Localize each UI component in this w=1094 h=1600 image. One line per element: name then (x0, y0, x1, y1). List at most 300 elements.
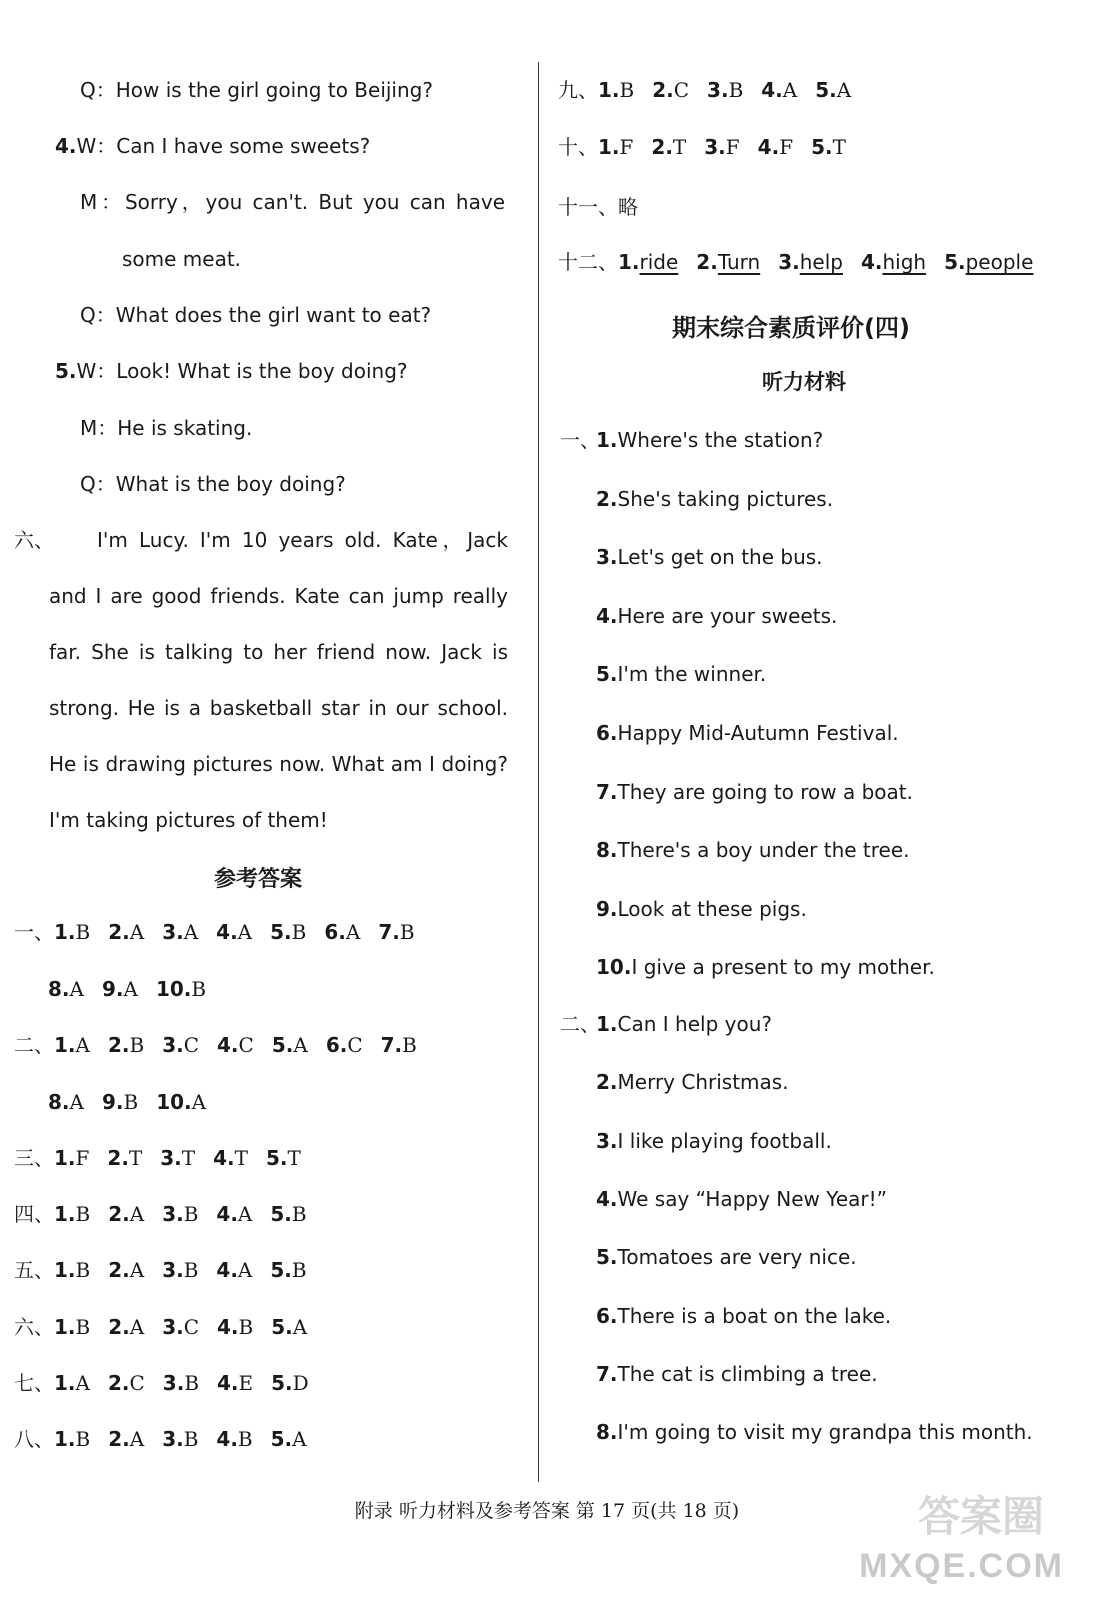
answer-item (270, 1256, 306, 1284)
answer-item (944, 248, 1033, 276)
question-number: 8. (48, 977, 70, 1001)
answer-item (162, 1313, 199, 1341)
answer-item (216, 918, 252, 946)
answer-value: A (782, 78, 798, 102)
question-number: 4. (216, 920, 238, 944)
answer-value: C (673, 78, 690, 102)
question-number: 3. (162, 1427, 184, 1451)
answer-item (54, 1256, 90, 1284)
script-line (596, 602, 837, 630)
answer-value: B (183, 1427, 199, 1451)
answer-item (54, 1200, 90, 1228)
script-line (596, 1185, 887, 1213)
answer-value: A (345, 920, 361, 944)
answer-value: T (287, 1146, 301, 1170)
dialogue-line (55, 357, 408, 385)
question-number: 1. (54, 1427, 76, 1451)
question-number: 4. (757, 135, 780, 159)
question-number: 1. (598, 135, 620, 159)
question-number: 7. (596, 1361, 618, 1386)
script-text: There's a boy under the tree. (617, 838, 910, 863)
answer-item (54, 1144, 89, 1172)
answer-value: B (75, 1258, 91, 1282)
answer-value: E (238, 1371, 254, 1395)
question-number: 1. (54, 920, 76, 944)
passage-line: He is drawing pictures now. What am I doing? (49, 752, 508, 776)
answer-row (14, 1313, 325, 1341)
dialogue-line (80, 414, 252, 442)
answer-item (160, 1144, 195, 1172)
answer-value: A (292, 1315, 308, 1339)
question-number: 2. (107, 1146, 129, 1170)
question-number: 3. (162, 1258, 184, 1282)
answer-value: F (75, 1146, 90, 1170)
question-number: 4. (216, 1202, 238, 1226)
answer-value: T (672, 135, 687, 159)
question-number: 1. (54, 1033, 76, 1057)
question-number: 1. (596, 1012, 618, 1036)
question-number: 3. (160, 1146, 182, 1170)
question-number: 2. (596, 486, 618, 511)
section-number: 九、 (558, 78, 598, 102)
question-number: 9. (101, 977, 124, 1001)
question-number: 4. (216, 1427, 238, 1451)
answer-item (162, 1200, 198, 1228)
dialogue-line (80, 76, 433, 104)
section-number: 五、 (14, 1258, 54, 1282)
script-line (596, 660, 766, 688)
question-number: 3. (704, 135, 726, 159)
question-number: 4. (55, 134, 77, 158)
question-number: 2. (108, 1258, 130, 1282)
answer-item (162, 918, 198, 946)
answer-value: B (291, 1258, 307, 1282)
answer-value: B (123, 1090, 139, 1114)
section-number: 四、 (14, 1202, 54, 1226)
answer-value: Turn (717, 250, 761, 274)
section-number: 二、 (14, 1033, 54, 1057)
answer-item (162, 1031, 199, 1059)
answer-item (162, 1425, 198, 1453)
question-number: 3. (778, 250, 800, 274)
answer-value: T (234, 1146, 248, 1170)
answer-item (48, 1088, 84, 1116)
question-number: 1. (596, 428, 618, 452)
question-number: 2. (108, 1427, 130, 1451)
section-subtitle: 听力材料 (762, 370, 846, 394)
dialogue-line (55, 132, 370, 160)
answer-item (270, 1200, 306, 1228)
section-number: 六、 (14, 1315, 54, 1339)
answer-row (558, 133, 864, 161)
answer-item (107, 1144, 142, 1172)
script-line (596, 895, 807, 923)
answer-value: B (183, 1202, 199, 1226)
section-number: 十二、 (558, 250, 618, 274)
answer-item (54, 1031, 90, 1059)
answer-item (778, 248, 843, 276)
script-text: The cat is climbing a tree. (617, 1361, 878, 1386)
question-number: 3. (707, 78, 729, 102)
script-text: We say “Happy New Year!” (617, 1186, 887, 1211)
answer-item (108, 1313, 144, 1341)
passage-label: 六、 (14, 528, 54, 552)
script-line (596, 1418, 1033, 1446)
script-line (596, 1068, 789, 1096)
question-number: 10. (156, 1090, 192, 1114)
question-number: 8. (596, 1420, 618, 1445)
dialogue-text: W：Look! What is the boy doing? (76, 359, 408, 383)
question-number: 5. (596, 1245, 618, 1270)
answer-item (108, 1200, 144, 1228)
answer-item (163, 1369, 199, 1397)
answer-value: A (129, 920, 145, 944)
answer-item (271, 1369, 309, 1397)
dialogue-text: M：He is skating. (80, 416, 253, 440)
question-number: 1. (54, 1258, 76, 1282)
script-text: Can I help you? (617, 1012, 772, 1036)
question-number: 5. (271, 1371, 293, 1395)
passage-line: I'm Lucy. I'm 10 years old. Kate，Jack (97, 528, 508, 552)
question-number: 5. (270, 1258, 292, 1282)
question-number: 8. (48, 1090, 70, 1114)
section-number: 一、 (14, 920, 54, 944)
question-number: 2. (596, 1070, 618, 1095)
question-number: 1. (54, 1371, 76, 1395)
answer-value: T (128, 1146, 143, 1170)
answer-item (217, 1369, 253, 1397)
question-number: 4. (761, 78, 783, 102)
answer-row (558, 248, 1051, 276)
answer-value: B (237, 1427, 253, 1451)
answer-value: C (238, 1033, 254, 1057)
question-number: 5. (815, 78, 837, 102)
script-line (596, 836, 910, 864)
section-number: 三、 (14, 1146, 54, 1170)
question-number: 5. (265, 1146, 288, 1170)
answer-value: A (293, 1033, 308, 1057)
answer-item (324, 918, 360, 946)
answer-item (270, 918, 306, 946)
dialogue-line (122, 245, 241, 273)
answer-item (811, 133, 846, 161)
answer-item (266, 1144, 301, 1172)
section-number: 七、 (14, 1371, 54, 1395)
answer-value: F (779, 135, 794, 159)
answer-item (216, 1256, 252, 1284)
dialogue-text: Q：What is the boy doing? (80, 472, 346, 496)
answer-item (652, 76, 689, 104)
question-number: 5. (596, 662, 618, 687)
answer-item (162, 1256, 198, 1284)
question-number: 8. (596, 838, 618, 863)
answer-value: B (238, 1315, 254, 1339)
watermark-logo: 答案圈 (917, 1492, 1044, 1541)
answer-value: help (799, 250, 843, 274)
answer-item (217, 1031, 254, 1059)
answer-item (598, 76, 634, 104)
answer-item (156, 1088, 206, 1116)
script-line (596, 953, 935, 981)
answer-value: B (75, 1427, 91, 1451)
answer-item (217, 1313, 253, 1341)
part-label: 二、 (560, 1012, 600, 1036)
script-text: I'm the winner. (617, 662, 767, 687)
question-number: 4. (596, 1186, 618, 1211)
answer-item (704, 133, 739, 161)
question-number: 4. (216, 1258, 238, 1282)
answer-value: B (75, 920, 91, 944)
answer-value: T (832, 135, 846, 159)
question-number: 2. (107, 1033, 130, 1057)
question-number: 6. (596, 1303, 618, 1328)
script-line (596, 719, 899, 747)
dialogue-text: M：Sorry，you can't. But you can have (80, 190, 505, 214)
script-line (596, 543, 823, 571)
question-number: 4. (217, 1371, 239, 1395)
section-number: 十一、 (558, 195, 618, 219)
answer-row (14, 1200, 325, 1228)
answer-value: B (129, 1033, 145, 1057)
answer-value: C (183, 1315, 200, 1339)
answer-value: A (237, 920, 253, 944)
question-number: 3. (162, 1202, 184, 1226)
answer-item (326, 1031, 363, 1059)
answer-row (14, 1031, 435, 1059)
question-number: 3. (162, 920, 184, 944)
answer-value: A (836, 78, 852, 102)
answer-item (54, 918, 90, 946)
script-line (596, 485, 833, 513)
script-line (596, 1010, 772, 1038)
answer-row (48, 1088, 224, 1116)
answer-value: A (123, 977, 138, 1001)
answer-item (108, 918, 144, 946)
answer-item (54, 1425, 90, 1453)
answer-value: F (619, 135, 634, 159)
answer-value: A (129, 1427, 145, 1451)
script-text: Look at these pigs. (617, 896, 807, 921)
question-number: 4. (213, 1146, 235, 1170)
answer-value: A (75, 1033, 90, 1057)
script-text: I like playing football. (617, 1128, 832, 1153)
dialogue-text: Q：What does the girl want to eat? (80, 303, 432, 327)
question-number: 3. (162, 1033, 184, 1057)
answer-value: B (184, 1371, 200, 1395)
answer-item (54, 1313, 90, 1341)
question-number: 2. (107, 1371, 130, 1395)
question-number: 7. (380, 1033, 403, 1057)
script-text: I'm going to visit my grandpa this month. (617, 1420, 1033, 1445)
question-number: 3. (596, 1128, 618, 1153)
answer-item (216, 1200, 252, 1228)
answer-row (558, 193, 638, 221)
question-number: 10. (155, 977, 192, 1001)
answer-item (102, 1088, 138, 1116)
answer-value: A (69, 977, 84, 1001)
question-number: 2. (108, 1315, 130, 1339)
question-number: 7. (596, 779, 618, 804)
answer-row (14, 1256, 325, 1284)
answer-value: T (181, 1146, 196, 1170)
answer-value: B (75, 1202, 91, 1226)
answer-item (272, 1031, 308, 1059)
answer-item (651, 133, 686, 161)
question-number: 1. (54, 1146, 76, 1170)
script-line (596, 1243, 857, 1271)
question-number: 1. (618, 250, 640, 274)
part-label: 一、 (560, 428, 600, 452)
question-number: 2. (652, 78, 674, 102)
answer-item (815, 76, 851, 104)
section-number: 八、 (14, 1427, 54, 1451)
answer-value: A (69, 1090, 84, 1114)
answer-item (271, 1313, 307, 1341)
dialogue-text: W：Can I have some sweets? (76, 134, 371, 158)
question-number: 4. (596, 603, 618, 628)
answer-item (758, 133, 793, 161)
dialogue-line (80, 470, 346, 498)
page-footer: 附录 听力材料及参考答案 第 17 页(共 18 页) (354, 1500, 740, 1522)
question-number: 7. (378, 920, 400, 944)
answer-value: ride (639, 250, 679, 274)
question-number: 9. (596, 896, 618, 921)
question-number: 2. (108, 920, 130, 944)
question-number: 10. (596, 955, 632, 980)
answer-value: A (129, 1202, 145, 1226)
answer-item (54, 1369, 90, 1397)
question-number: 3. (162, 1315, 184, 1339)
answer-value: B (291, 1202, 307, 1226)
question-number: 3. (596, 545, 618, 570)
passage-line: strong. He is a basketball star in our school. (49, 696, 508, 720)
answer-value: A (237, 1202, 253, 1226)
answer-item (108, 1425, 144, 1453)
question-number: 4. (217, 1033, 239, 1057)
answer-item (48, 975, 84, 1003)
answer-text: 略 (618, 195, 638, 219)
answer-item (598, 133, 633, 161)
answer-item (271, 1425, 307, 1453)
script-text: Where's the station? (617, 428, 824, 452)
answer-item (618, 248, 678, 276)
answer-item (108, 1031, 144, 1059)
answer-item (108, 1256, 144, 1284)
question-number: 1. (54, 1315, 76, 1339)
passage-line: I'm taking pictures of them! (49, 808, 328, 832)
question-number: 1. (598, 78, 620, 102)
column-divider (538, 62, 539, 1482)
answer-value: people (965, 250, 1034, 274)
answer-item (156, 975, 206, 1003)
answer-value: A (129, 1258, 145, 1282)
answers-heading: 参考答案 (214, 867, 303, 892)
answer-value: B (399, 920, 415, 944)
script-line (596, 778, 913, 806)
question-number: 5. (271, 1033, 294, 1057)
answer-row (14, 1425, 325, 1453)
question-number: 2. (108, 1202, 130, 1226)
answer-item (861, 248, 926, 276)
script-text: Here are your sweets. (617, 603, 838, 628)
dialogue-text: Q：How is the girl going to Beijing? (80, 78, 433, 102)
answer-item (108, 1369, 145, 1397)
question-number: 5. (944, 250, 966, 274)
answer-value: B (191, 977, 207, 1001)
answer-value: A (129, 1315, 145, 1339)
question-number: 5. (271, 1315, 293, 1339)
answer-item (213, 1144, 248, 1172)
script-text: She's taking pictures. (617, 486, 834, 511)
answer-value: B (75, 1315, 91, 1339)
answer-row (14, 918, 433, 946)
answer-item (707, 76, 743, 104)
script-line (596, 1127, 832, 1155)
answer-value: C (347, 1033, 363, 1057)
answer-value: A (292, 1427, 307, 1451)
answer-row (558, 76, 869, 104)
answer-value: high (882, 250, 927, 274)
passage-line: and I are good friends. Kate can jump really (49, 584, 508, 608)
answer-item (761, 76, 797, 104)
watermark-url: MXQE.COM (859, 1547, 1064, 1585)
answer-item (696, 248, 760, 276)
script-text: Let's get on the bus. (617, 545, 823, 570)
answer-row (14, 1369, 327, 1397)
answer-value: B (183, 1258, 199, 1282)
question-number: 2. (696, 250, 718, 274)
script-text: Tomatoes are very nice. (617, 1245, 857, 1270)
answer-value: A (75, 1371, 90, 1395)
question-number: 4. (217, 1315, 239, 1339)
answer-item (381, 1031, 417, 1059)
dialogue-text: some meat. (122, 247, 242, 271)
answer-value: A (237, 1258, 253, 1282)
question-number: 3. (162, 1371, 185, 1395)
question-number: 5. (55, 359, 77, 383)
answer-value: A (191, 1090, 207, 1114)
answer-value: F (725, 135, 740, 159)
section-number: 十、 (558, 135, 598, 159)
answer-value: B (402, 1033, 417, 1057)
question-number: 4. (860, 250, 883, 274)
script-line (596, 1302, 891, 1330)
question-number: 5. (270, 920, 292, 944)
script-text: There is a boat on the lake. (617, 1303, 892, 1328)
section-title: 期末综合素质评价(四) (672, 314, 910, 342)
question-number: 2. (651, 135, 673, 159)
script-line (596, 426, 823, 454)
dialogue-line (80, 301, 431, 329)
script-line (596, 1360, 878, 1388)
question-number: 5. (811, 135, 833, 159)
answer-value: B (728, 78, 744, 102)
script-text: Happy Mid-Autumn Festival. (617, 721, 899, 745)
answer-value: B (291, 920, 307, 944)
dialogue-line (80, 188, 505, 216)
answer-row (14, 1144, 319, 1172)
answer-value: A (183, 920, 199, 944)
answer-item (378, 918, 414, 946)
question-number: 6. (325, 1033, 348, 1057)
answer-row (48, 975, 224, 1003)
question-number: 5. (270, 1427, 293, 1451)
answer-value: D (292, 1371, 309, 1395)
answer-value: C (183, 1033, 200, 1057)
answer-item (102, 975, 138, 1003)
question-number: 9. (101, 1090, 124, 1114)
answer-value: B (619, 78, 635, 102)
